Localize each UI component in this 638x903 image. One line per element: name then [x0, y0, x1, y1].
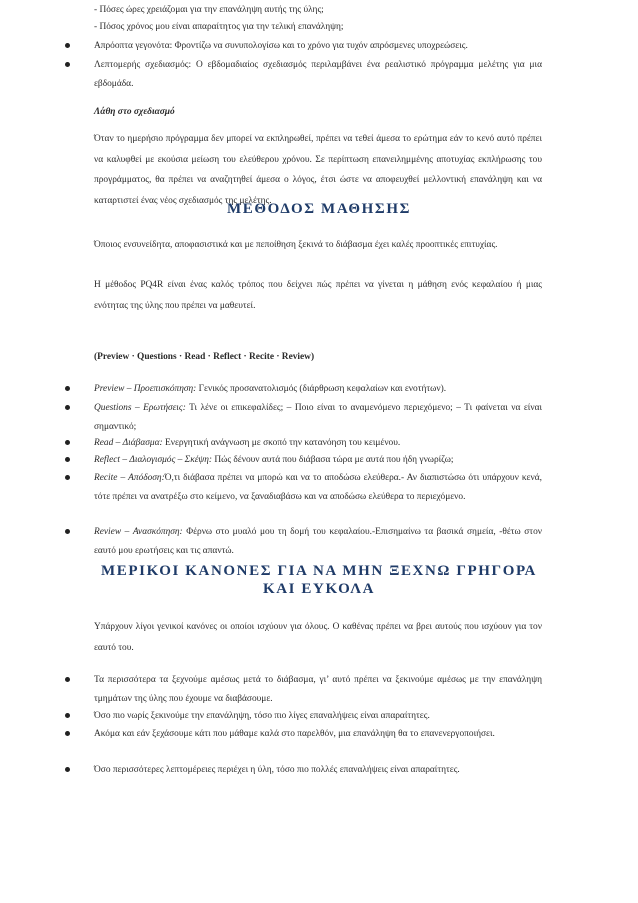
step-recite [94, 469, 542, 506]
rules-heading-line1: ΜΕΡΙΚΟΙ ΚΑΝΟΝΕΣ ΓΙΑ ΝΑ ΜΗΝ ΞΕΧΝΩ ΓΡΗΓΟΡΑ [101, 563, 537, 579]
rule-reactivate: Ακόμα και εάν ξεχάσουμε κάτι που μάθαμε καλά στο παρελθόν, μια επανάληψη θα το επανενεργοποιήσει. [94, 725, 542, 744]
step-text: Γενικός προσανατολισμός (διάρθρωση κεφαλαίων και ενοτήτων). [196, 384, 447, 394]
step-text: Πώς δένουν αυτά που διάβασα τώρα με αυτά που ήδη γνωρίζω; [212, 455, 454, 465]
step-read [94, 434, 542, 453]
rules-intro: Υπάρχουν λίγοι γενικοί κανόνες οι οποίοι ισχύουν για όλους. Ο καθένας πρέπει να βρει αυτούς που ισχύουν για τον εαυτό του. [94, 622, 542, 653]
dash-line-time: - Πόσος χρόνος μου είναι απαραίτητος για την τελική επανάληψη; [94, 22, 344, 32]
step-term: Read – Διάβασμα: [94, 438, 163, 448]
step-text: Τι λένε οι επικεφαλίδες; – Ποιο είναι το αναμενόμενο περιεχόμενο; – Τι φαίνεται να είναι σημαντικό; [94, 403, 543, 432]
rules-heading-line2: ΚΑΙ ΕΥΚΟΛΑ [262, 581, 376, 597]
step-preview [94, 380, 542, 399]
step-term: Preview – Προεπισκόπηση: [94, 384, 197, 394]
method-pq4r: Η μέθοδος PQ4R είναι ένας καλός τρόπος που δείχνει πώς πρέπει να γίνεται η μάθηση ενός κεφαλαίου ή μιας ενότητας της ύλης που πρέπει να μαθευτεί. [94, 280, 542, 311]
step-review [94, 523, 542, 560]
step-questions [94, 399, 542, 436]
step-term: Recite – Απόδοση: [94, 473, 165, 483]
step-text: Φέρνω στο μυαλό μου τη δομή του κεφαλαίου.-Επισημαίνω τα βασικά σημεία, -θέτω στον εαυτό μου ερωτήσεις και τις απαντώ. [94, 527, 543, 556]
step-text: Ό,τι διάβασα πρέπει να μπορώ και να το αποδώσω ελεύθερα.- Αν διαπιστώσω ότι υπάρχουν κενά, τότε πρέπει να ανατρέξω στο κείμενο, να ξαναδιαβάσω και να αποδώσω ελεύθερα το περιεχόμενο. [94, 473, 542, 502]
pq4r-steps-title: (Preview · Questions · Read · Reflect · Recite · Review) [94, 352, 315, 362]
rule-forget-right-after: Τα περισσότερα τα ξεχνούμε αμέσως μετά το διάβασμα, γι’ αυτό πρέπει να ξεκινούμε αμέσως με την επανάληψη τμημάτων της ύλης που έχουμε να διαβάσουμε. [94, 671, 542, 708]
step-term: Questions – Ερωτήσεις: [94, 403, 186, 413]
errors-paragraph: Όταν το ημερήσιο πρόγραμμα δεν μπορεί να εκπληρωθεί, πρέπει να τεθεί άμεσα το ερώτημα εάν το κενό αυτό πρέπει να καλυφθεί με εκούσια μείωση του ελεύθερου χρόνου. Σε περίπτωση επανειλημμένης αποτυχίας εκπλήρωσης του προγράμματος, θα πρέπει να αναζητηθεί άμεσα ο λόγος, έτσι ώστε να αποφευχθεί μελλοντική επανάληψη και να καταρτιστεί ένας νέος σχεδιασμός της μελέτης. [94, 134, 542, 206]
method-heading: ΜΕΘΟΔΟΣ ΜΑΘΗΣΗΣ [227, 201, 411, 217]
step-term: Review – Ανασκόπηση: [94, 527, 183, 537]
step-reflect [94, 451, 542, 470]
errors-title: Λάθη στο σχεδιασμό [94, 107, 175, 117]
bullet-detailed-planning: Λεπτομερής σχεδιασμός: Ο εβδομαδιαίος σχεδιασμός περιλαμβάνει ένα ρεαλιστικό πρόγραμμα μελέτης για μια εβδομάδα. [94, 56, 542, 93]
method-intro: Όποιος ενσυνείδητα, αποφασιστικά και με πεποίθηση ξεκινά το διάβασμα έχει καλές προοπτικές επιτυχίας. [94, 240, 498, 250]
step-term: Reflect – Διαλογισμός – Σκέψη: [94, 455, 213, 465]
rule-more-details: Όσο περισσότερες λεπτομέρειες περιέχει η ύλη, τόσο πιο πολλές επαναλήψεις είναι απαραίτητες. [94, 761, 542, 780]
bullet-unexpected-events: Απρόοπτα γεγονότα: Φροντίζω να συνυπολογίσω και το χρόνο για τυχόν απρόσμενες υποχρεώσεις. [94, 37, 542, 56]
dash-line-hours: - Πόσες ώρες χρειάζομαι για την επανάληψη αυτής της ύλης; [94, 5, 324, 15]
rule-start-early: Όσο πιο νωρίς ξεκινούμε την επανάληψη, τόσο πιο λίγες επαναλήψεις είναι απαραίτητες. [94, 707, 542, 726]
step-text: Ενεργητική ανάγνωση με σκοπό την κατανόηση του κειμένου. [162, 438, 401, 448]
